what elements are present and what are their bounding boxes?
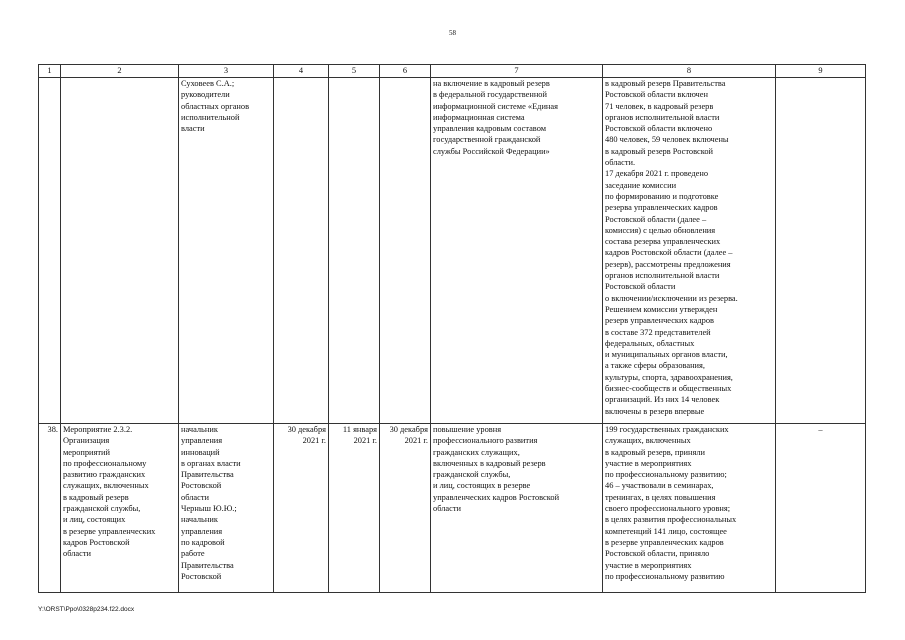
file-path-footer: Y:\ORST\Ppo\0328p234.f22.docx bbox=[38, 606, 135, 613]
column-header: 2 bbox=[61, 65, 179, 78]
column-header: 6 bbox=[380, 65, 431, 78]
cell-responsible: начальник управления инноваций в органах власти Правительства Ростовской области Черныш Ю.Ю.; начальник управления по кадровой работе Правительства Ростовской bbox=[179, 424, 274, 593]
cell-activity bbox=[61, 78, 179, 424]
cell-planned-date bbox=[274, 78, 329, 424]
cell-actual-result: 199 государственных гражданских служащих, включенных в кадровый резерв, приняли участие в мероприятиях по профессиональному развитию; 46 – участвовали в семинарах, тренингах, в целях повышения своего профессионального уровня; в целях развития профессиональных компетенций 141 лицо, состоящее в резерве управленческих кадров Ростовской области, приняло участие в мероприятиях по профессиональному развитию bbox=[603, 424, 776, 593]
column-header: 7 bbox=[431, 65, 603, 78]
header-row bbox=[39, 65, 866, 78]
cell-start-date bbox=[329, 78, 380, 424]
cell-end-date bbox=[380, 78, 431, 424]
page-number: 58 bbox=[449, 29, 456, 37]
cell-planned-date: 30 декабря 2021 г. bbox=[274, 424, 329, 593]
cell-number: 38. bbox=[39, 424, 61, 593]
cell-start-date: 11 января 2021 г. bbox=[329, 424, 380, 593]
column-header: 8 bbox=[603, 65, 776, 78]
column-header: 1 bbox=[39, 65, 61, 78]
table-row bbox=[39, 78, 866, 424]
column-header: 5 bbox=[329, 65, 380, 78]
column-header: 4 bbox=[274, 65, 329, 78]
table-row bbox=[39, 424, 866, 593]
cell-end-date: 30 декабря 2021 г. bbox=[380, 424, 431, 593]
cell-responsible: Суховеев С.А.; руководители областных органов исполнительной власти bbox=[179, 78, 274, 424]
cell-number bbox=[39, 78, 61, 424]
column-header: 9 bbox=[776, 65, 866, 78]
cell-notes: – bbox=[776, 424, 866, 593]
cell-actual-result: в кадровый резерв Правительства Ростовской области включен 71 человек, в кадровый резерв органов исполнительной власти Ростовской области включено 480 человек, 59 человек включены в кадровый резерв Ростовской области. 17 декабря 2021 г. проведено заседание комиссии по формированию и подготовке резерва управленческих кадров Ростовской области (далее – комиссия) с целью обновления состава резерва управленческих кадров Ростовской области (далее – резерв), рассмотрены предложения органов исполнительной власти Ростовской области о включении/исключении из резерва. Решением комиссии утвержден резерв управленческих кадров в составе 372 представителей федеральных, областных и муниципальных органов власти, а также сферы образования, культуры, спорта, здравоохранения, бизнес-сообществ и общественных организаций. Из них 14 человек включены в резерв впервые bbox=[603, 78, 776, 424]
cell-expected-result: повышение уровня профессионального развития гражданских служащих, включенных в кадровый резерв гражданской службы, и лиц, состоящих в резерве управленческих кадров Ростовской области bbox=[431, 424, 603, 593]
cell-notes bbox=[776, 78, 866, 424]
report-table bbox=[38, 64, 866, 593]
column-header: 3 bbox=[179, 65, 274, 78]
cell-activity: Мероприятие 2.3.2. Организация мероприятий по профессиональному развитию гражданских служащих, включенных в кадровый резерв гражданской службы, и лиц, состоящих в резерве управленческих кадров Ростовской области bbox=[61, 424, 179, 593]
cell-expected-result: на включение в кадровый резерв в федеральной государственной информационной системе «Единая информационная система управления кадровым составом государственной гражданской службы Российской Федерации» bbox=[431, 78, 603, 424]
